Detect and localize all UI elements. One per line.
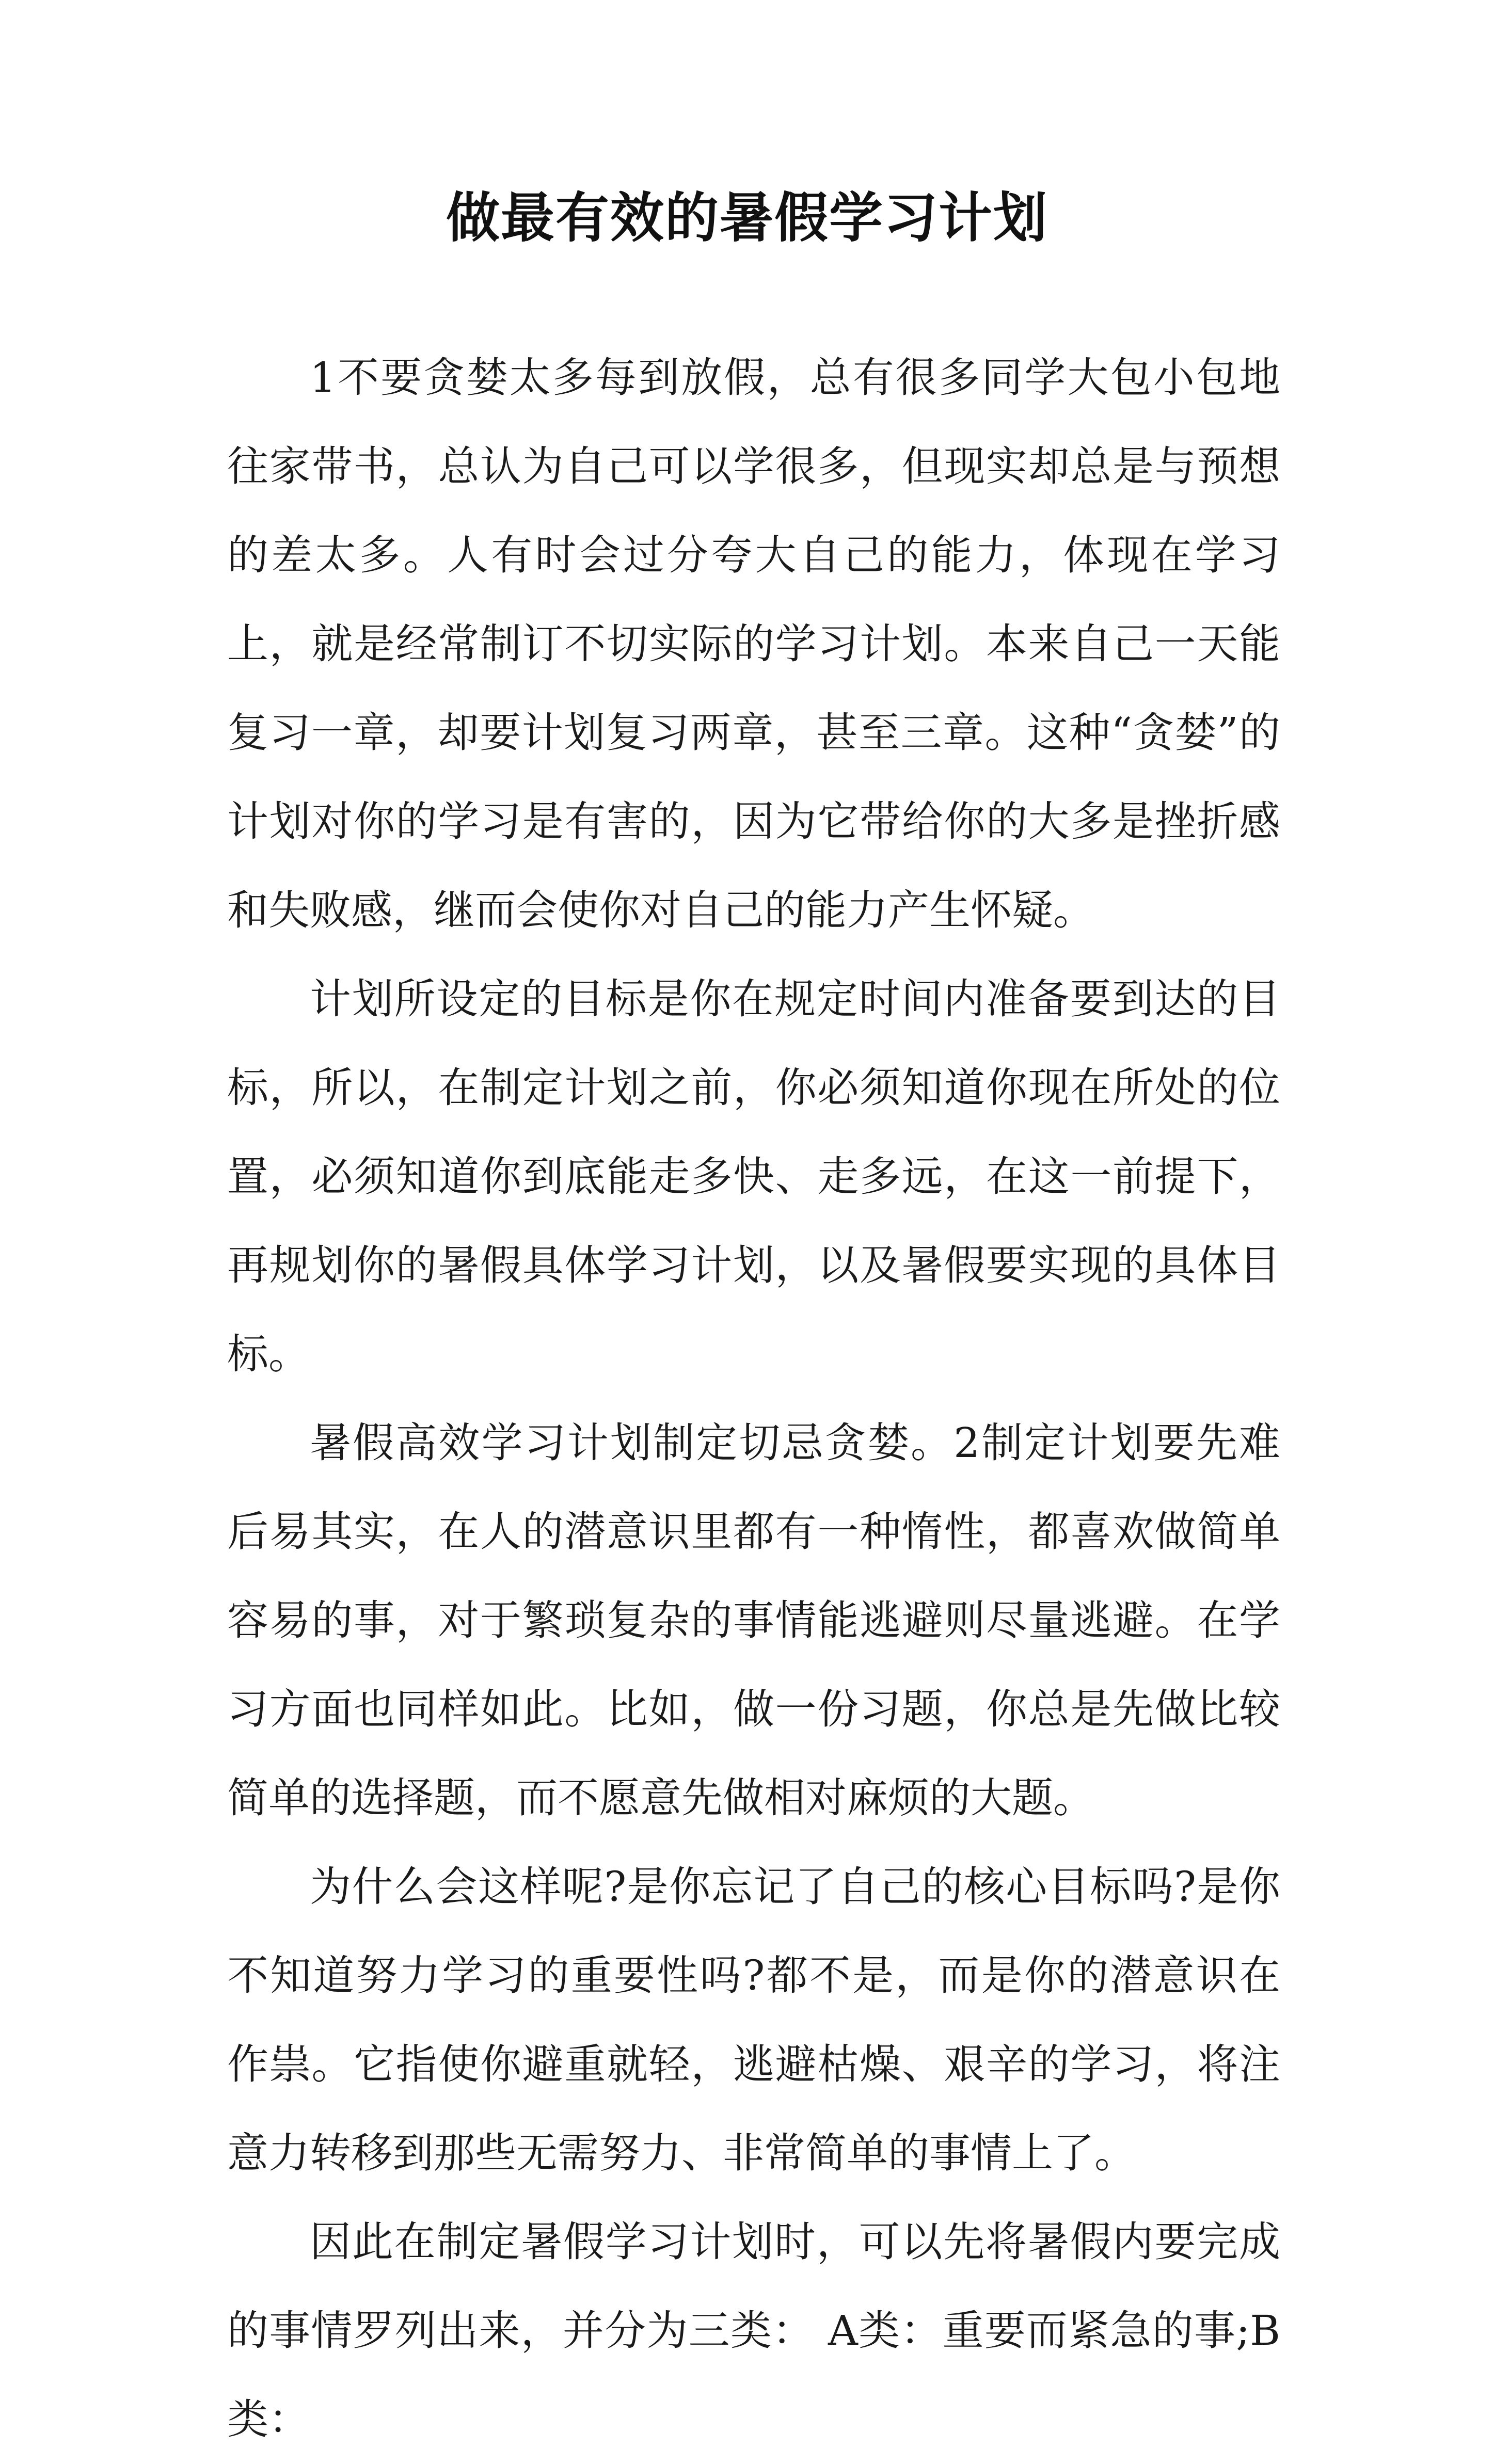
paragraph: 计划所设定的目标是你在规定时间内准备要到达的目标，所以，在制定计划之前，你必须知道你现在所处的位置，必须知道你到底能走多快、走多远，在这一前提下，再规划你的暑假具体学习计划，以及暑假要实现的具体目标。 <box>227 975 1280 1378</box>
document-body <box>227 333 1280 2464</box>
paragraph: 暑假高效学习计划制定切忌贪婪。2制定计划要先难后易其实，在人的潜意识里都有一种惰性，都喜欢做简单容易的事，对于繁琐复杂的事情能逃避则尽量逃避。在学习方面也同样如此。比如，做一份习题，你总是先做比较简单的选择题，而不愿意先做相对麻烦的大题。 <box>227 1419 1280 1822</box>
paragraph: 为什么会这样呢?是你忘记了自己的核心目标吗?是你不知道努力学习的重要性吗?都不是，而是你的潜意识在作祟。它指使你避重就轻，逃避枯燥、艰辛的学习，将注意力转移到那些无需努力、非常简单的事情上了。 <box>227 1863 1280 2177</box>
document-title: 做最有效的暑假学习计划 <box>446 186 1048 249</box>
paragraph: 1不要贪婪太多每到放假，总有很多同学大包小包地往家带书，总认为自己可以学很多，但现实却总是与预想的差太多。人有时会过分夸大自己的能力，体现在学习上，就是经常制订不切实际的学习计划。本来自己一天能复习一章，却要计划复习两章，甚至三章。这种“贪婪”的计划对你的学习是有害的，因为它带给你的大多是挫折感和失败感，继而会使你对自己的能力产生怀疑。 <box>227 354 1280 934</box>
paragraph: 因此在制定暑假学习计划时，可以先将暑假内要完成的事情罗列出来，并分为三类： A类：重要而紧急的事;B类： <box>227 2218 1280 2443</box>
